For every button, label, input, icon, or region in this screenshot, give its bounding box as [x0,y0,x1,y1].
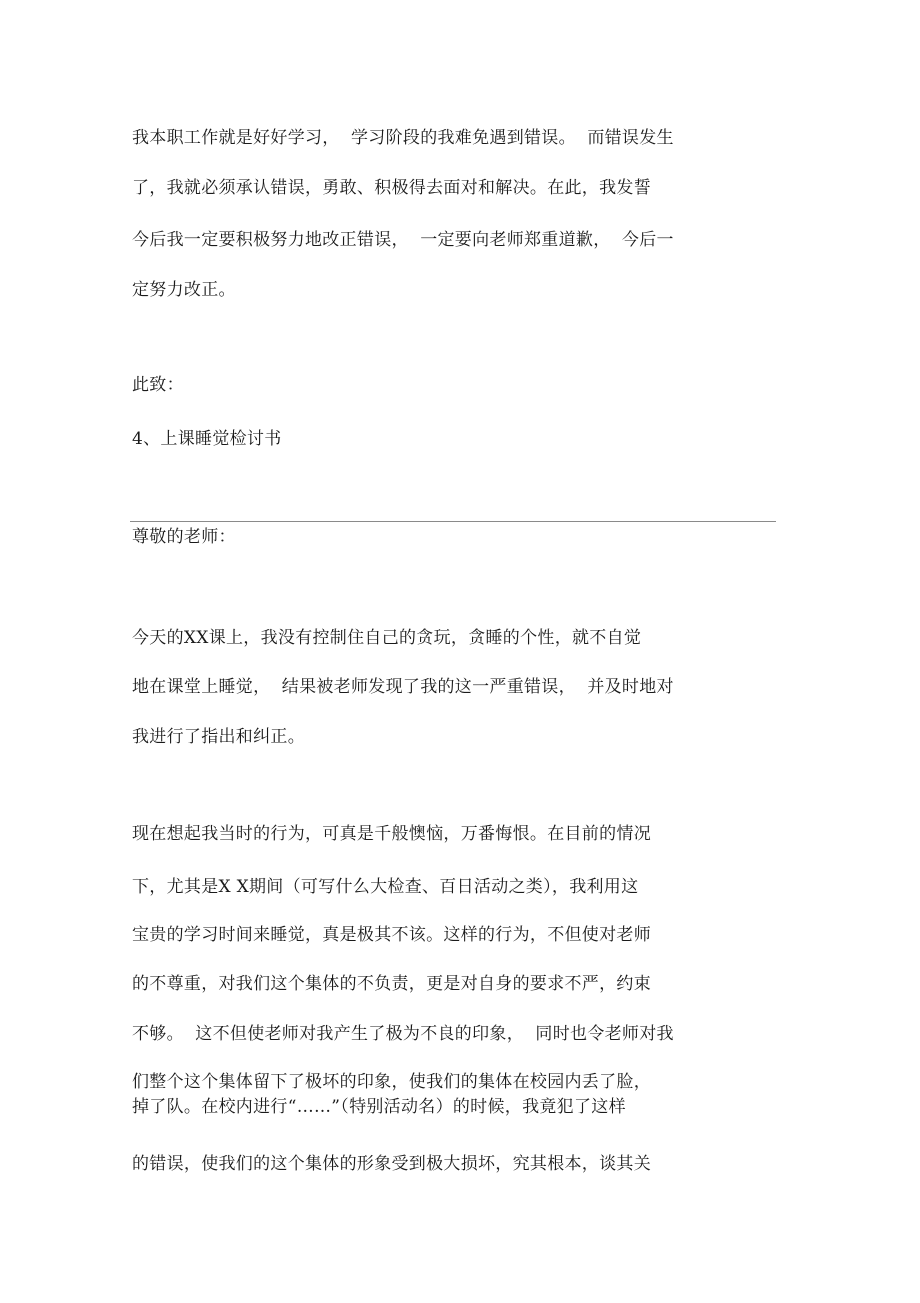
paragraph3-line-3: 宝贵的学习时间来睡觉，真是极其不该。这样的行为，不但使对老师 [132,925,651,945]
paragraph1-line-2: 了，我就必须承认错误，勇敢、积极得去面对和解决。在此，我发誓 [132,178,651,198]
paragraph3-line-2: 下，尤其是X X期间（可写什么大检查、百日活动之类），我利用这 [132,877,639,897]
paragraph3-line-1: 现在想起我当时的行为，可真是千般懊恼，万番悔恨。在目前的情况 [132,824,651,844]
salutation: 尊敬的老师： [132,527,236,547]
paragraph3-line-8: 的错误，使我们的这个集体的形象受到极大损坏，究其根本，谈其关 [132,1154,651,1174]
paragraph1-line-1: 我本职工作就是好好学习， 学习阶段的我难免遇到错误。 而错误发生 [132,128,674,148]
paragraph3-line-7: 掉了队。在校内进行“……”（特别活动名）的时候，我竟犯了这样 [132,1097,626,1117]
paragraph2-line-1: 今天的XX课上，我没有控制住自己的贪玩，贪睡的个性，就不自觉 [132,628,642,648]
section-heading: 4、上课睡觉检讨书 [132,429,282,449]
section-divider [130,521,776,522]
paragraph3-line-5: 不够。 这不但使老师对我产生了极为不良的印象， 同时也令老师对我 [132,1024,674,1044]
paragraph1-line-3: 今后我一定要积极努力地改正错误， 一定要向老师郑重道歉， 今后一 [132,230,674,250]
closing-text: 此致： [132,375,184,395]
paragraph2-line-2: 地在课堂上睡觉， 结果被老师发现了我的这一严重错误， 并及时地对 [132,677,674,697]
paragraph3-line-6: 们整个这个集体留下了极坏的印象，使我们的集体在校园内丢了脸， [132,1072,651,1092]
paragraph3-line-4: 的不尊重，对我们这个集体的不负责，更是对自身的要求不严，约束 [132,974,651,994]
paragraph1-line-4: 定努力改正。 [132,280,236,300]
paragraph2-line-3: 我进行了指出和纠正。 [132,727,305,747]
